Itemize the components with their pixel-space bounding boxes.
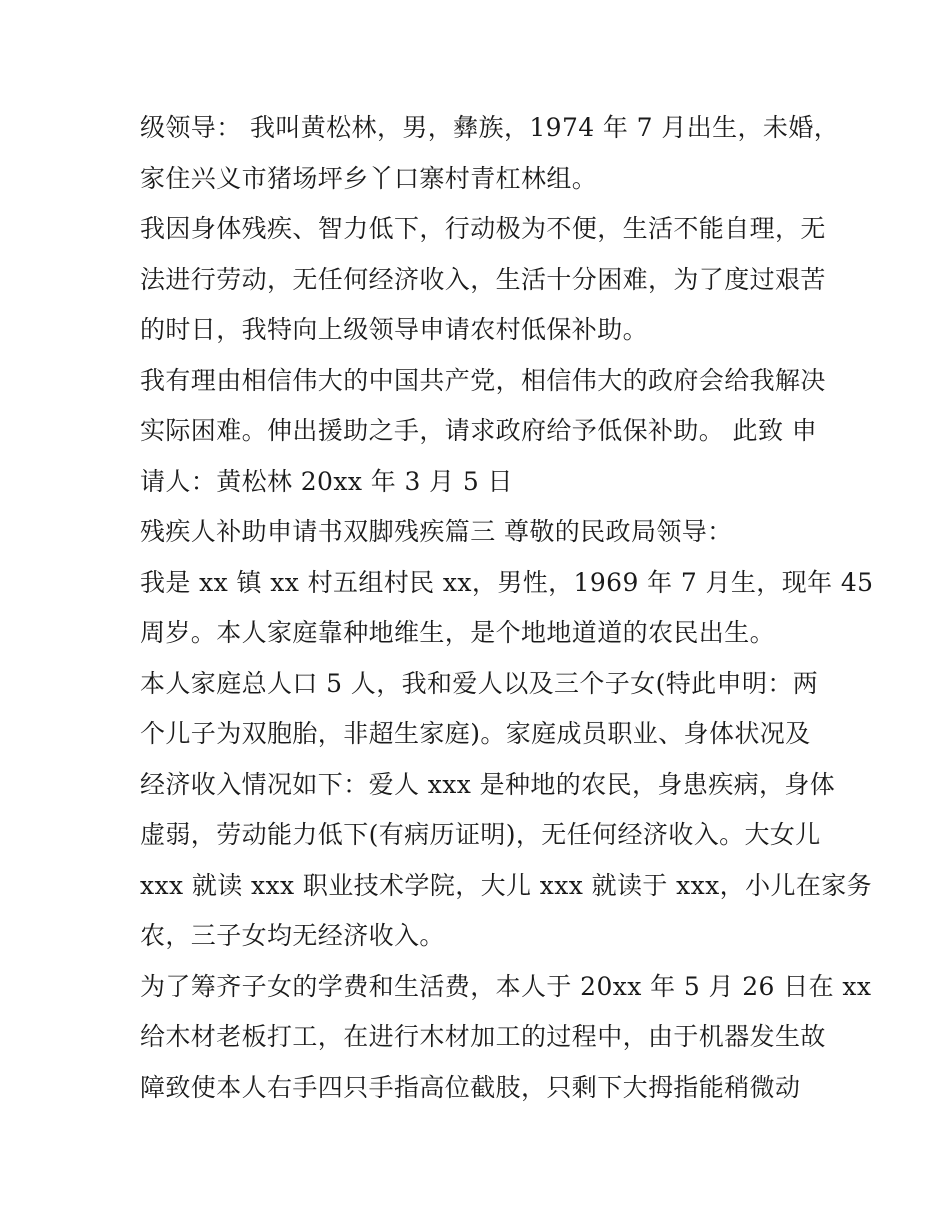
text-line: 本人家庭总人口 5 人，我和爱人以及三个子女(特此申明：两 [140,668,819,698]
text-line: xxx 就读 xxx 职业技术学院，大儿 xxx 就读于 xxx，小儿在家务 [140,870,873,900]
text-line: 家住兴义市猪场坪乡丫口寨村青杠林组。 [140,163,598,193]
text-line: 我是 xx 镇 xx 村五组村民 xx，男性，1969 年 7 月生，现年 45 [140,567,874,597]
text-line: 给木材老板打工，在进行木材加工的过程中，由于机器发生故 [140,1022,826,1051]
text-line: 的时日，我特向上级领导申请农村低保补助。 [140,315,649,344]
text-line: 法进行劳动，无任何经济收入，生活十分困难，为了度过艰苦 [140,264,826,294]
text-line: 障致使本人右手四只手指高位截肢，只剩下大拇指能稍微动 [140,1072,801,1102]
text-line: 实际困难。伸出援助之手，请求政府给予低保补助。 此致 申 [140,416,818,445]
text-line: 农，三子女均无经济收入。 [140,921,445,950]
document-body [140,103,874,1113]
text-line: 个儿子为双胞胎，非超生家庭)。家庭成员职业、身体状况及 [140,719,811,748]
text-line: 请人：黄松林 20xx 年 3 月 5 日 [140,466,513,496]
text-line: 级领导： 我叫黄松林，男，彝族，1974 年 7 月出生，未婚， [140,113,840,142]
text-line: 我因身体残疾、智力低下，行动极为不便，生活不能自理，无 [140,214,826,243]
section-heading-line: 残疾人补助申请书双脚残疾篇三 尊敬的民政局领导： [140,517,733,546]
text-line: 周岁。本人家庭靠种地维生，是个地地道道的农民出生。 [140,618,776,647]
text-line: 为了筹齐子女的学费和生活费，本人于 20xx 年 5 月 26 日在 xx [140,971,872,1001]
text-line: 虚弱，劳动能力低下(有病历证明)，无任何经济收入。大女儿 [140,820,821,849]
text-line: 经济收入情况如下：爱人 xxx 是种地的农民，身患疾病，身体 [140,769,836,799]
text-line: 我有理由相信伟大的中国共产党，相信伟大的政府会给我解决 [140,365,826,395]
